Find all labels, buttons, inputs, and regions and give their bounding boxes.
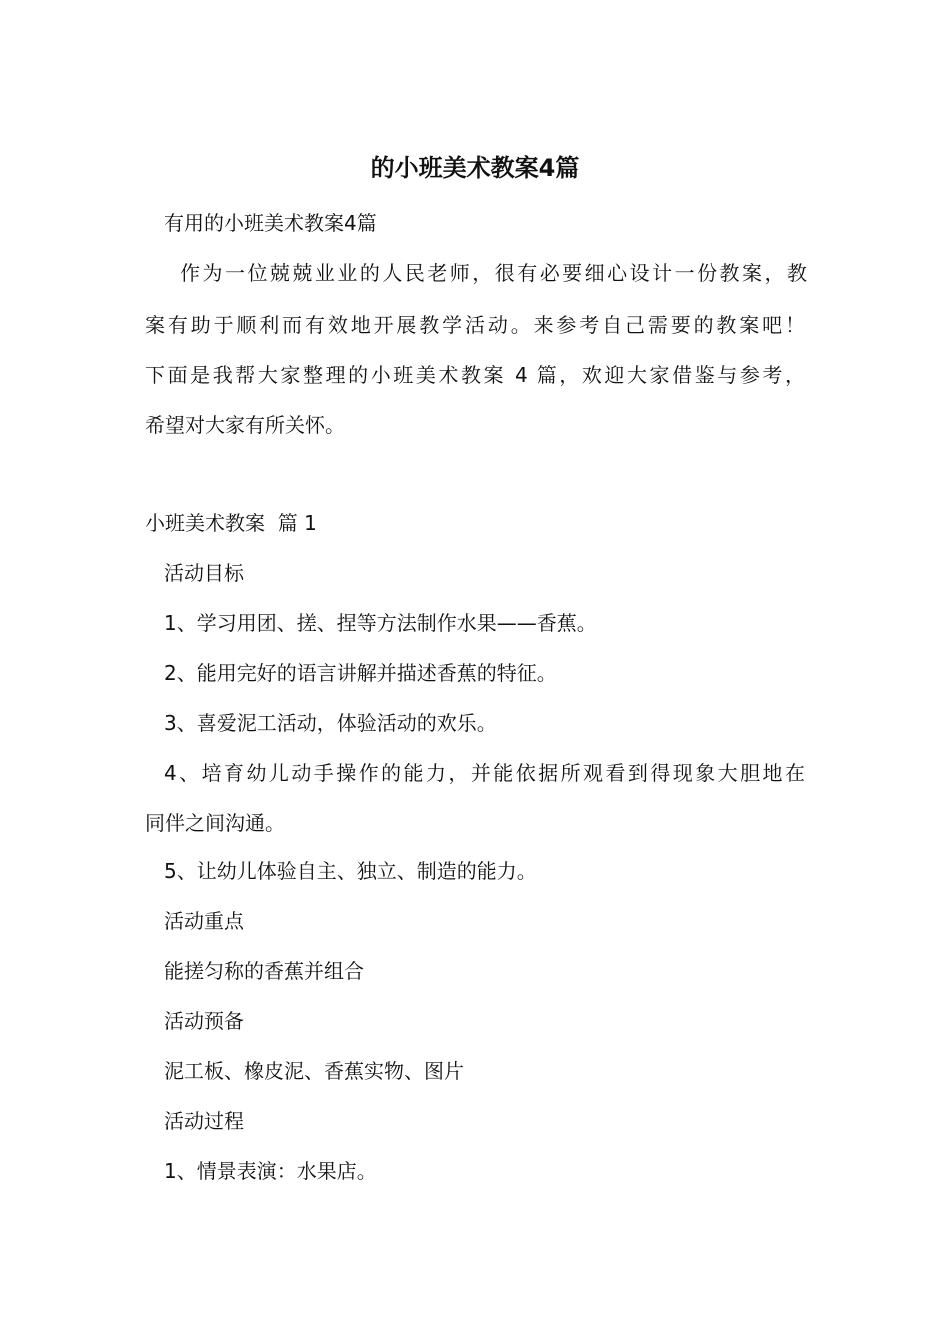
process-heading: 活动过程 bbox=[164, 1109, 244, 1133]
goals-heading: 活动目标 bbox=[164, 561, 244, 585]
goal-item-4-continued: 同伴之间沟通。 bbox=[145, 811, 285, 835]
prep-text: 泥工板、橡皮泥、香蕉实物、图片 bbox=[164, 1059, 464, 1083]
section-title: 小班美术教案 篇 1 bbox=[145, 511, 317, 535]
document-title: 的小班美术教案4篇 bbox=[370, 154, 580, 182]
intro-line-4: 希望对大家有所关怀。 bbox=[145, 413, 345, 437]
intro-line-1: 作为一位兢兢业业的人民老师，很有必要细心设计一份教案，教 bbox=[180, 261, 807, 285]
process-step-1: 1、情景表演：水果店。 bbox=[164, 1159, 377, 1183]
prep-heading: 活动预备 bbox=[164, 1009, 244, 1033]
goal-item-2: 2、能用完好的语言讲解并描述香蕉的特征。 bbox=[164, 661, 557, 685]
intro-line-2: 案有助于顺利而有效地开展教学活动。来参考自己需要的教案吧！ bbox=[145, 313, 805, 337]
focus-text: 能搓匀称的香蕉并组合 bbox=[164, 959, 364, 983]
goal-item-3: 3、喜爱泥工活动，体验活动的欢乐。 bbox=[164, 711, 497, 735]
document-subtitle: 有用的小班美术教案4篇 bbox=[164, 211, 377, 235]
intro-line-3: 下面是我帮大家整理的小班美术教案 4 篇，欢迎大家借鉴与参考， bbox=[145, 363, 805, 387]
focus-heading: 活动重点 bbox=[164, 909, 244, 933]
goal-item-1: 1、学习用团、搓、捏等方法制作水果——香蕉。 bbox=[164, 611, 597, 635]
goal-item-5: 5、让幼儿体验自主、独立、制造的能力。 bbox=[164, 859, 537, 883]
goal-item-4: 4、培育幼儿动手操作的能力，并能依据所观看到得现象大胆地在 bbox=[164, 761, 805, 785]
